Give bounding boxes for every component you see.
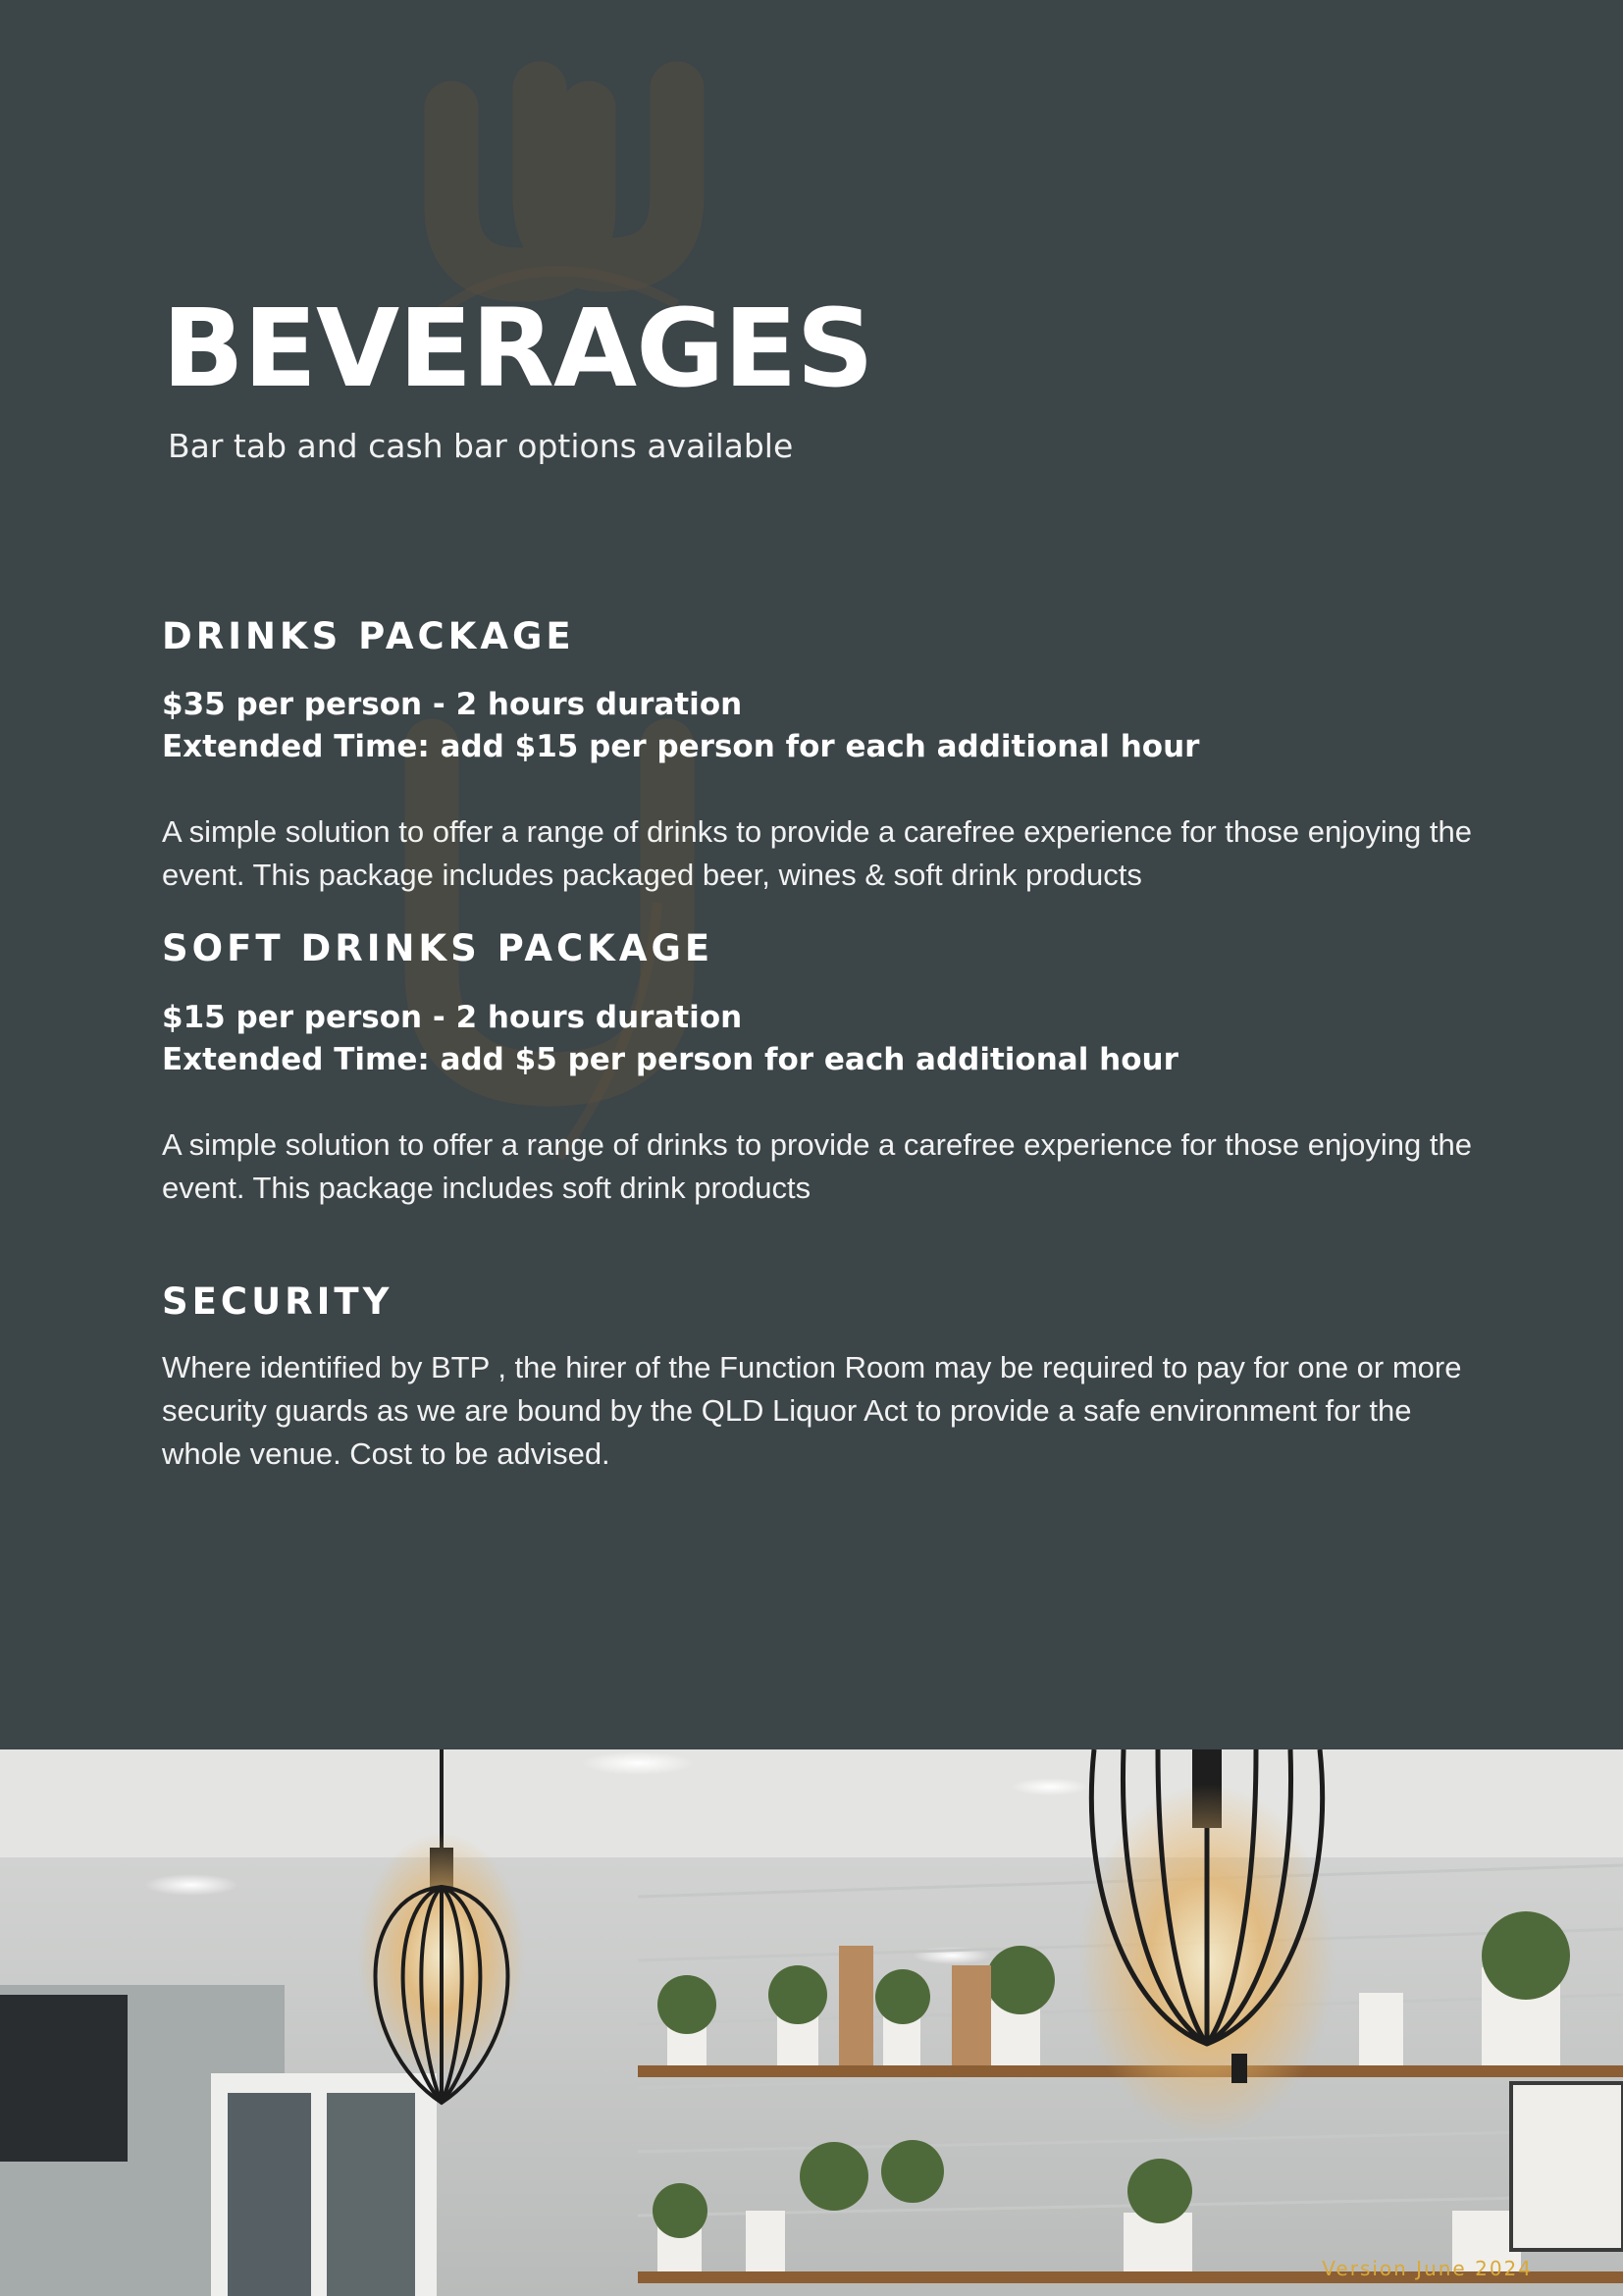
page-subtitle: Bar tab and cash bar options available xyxy=(168,427,794,465)
soft-drinks-package-heading: SOFT DRINKS PACKAGE xyxy=(162,927,714,969)
drinks-package-heading: DRINKS PACKAGE xyxy=(162,615,575,657)
soft-drinks-package-price: $15 per person - 2 hours duration xyxy=(162,1000,743,1035)
security-description: Where identified by BTP , the hirer of the Function Room may be required to pay for one or more security guards as we are bound by the QLD Liquor Act to provide a safe environment for the whole venue. Cost to be advised. xyxy=(162,1350,1462,1471)
bar-interior-photo xyxy=(0,1749,1623,2296)
version-label: Version June 2024 xyxy=(1322,2257,1533,2280)
drinks-package-extended-time: Extended Time: add $15 per person for each additional hour xyxy=(162,729,1200,764)
bar-scene-illustration xyxy=(0,1749,1623,2296)
security-heading: SECURITY xyxy=(162,1280,393,1323)
page-title: BEVERAGES xyxy=(162,286,873,411)
soft-drinks-package-description: A simple solution to offer a range of drinks to provide a carefree experience for those enjoying the event. This package includes soft drink products xyxy=(162,1127,1472,1205)
drinks-package-price: $35 per person - 2 hours duration xyxy=(162,687,743,722)
drinks-package-description: A simple solution to offer a range of drinks to provide a carefree experience for those enjoying the event. This package includes packaged beer, wines & soft drink products xyxy=(162,814,1472,892)
soft-drinks-package-extended-time: Extended Time: add $5 per person for each additional hour xyxy=(162,1042,1178,1077)
